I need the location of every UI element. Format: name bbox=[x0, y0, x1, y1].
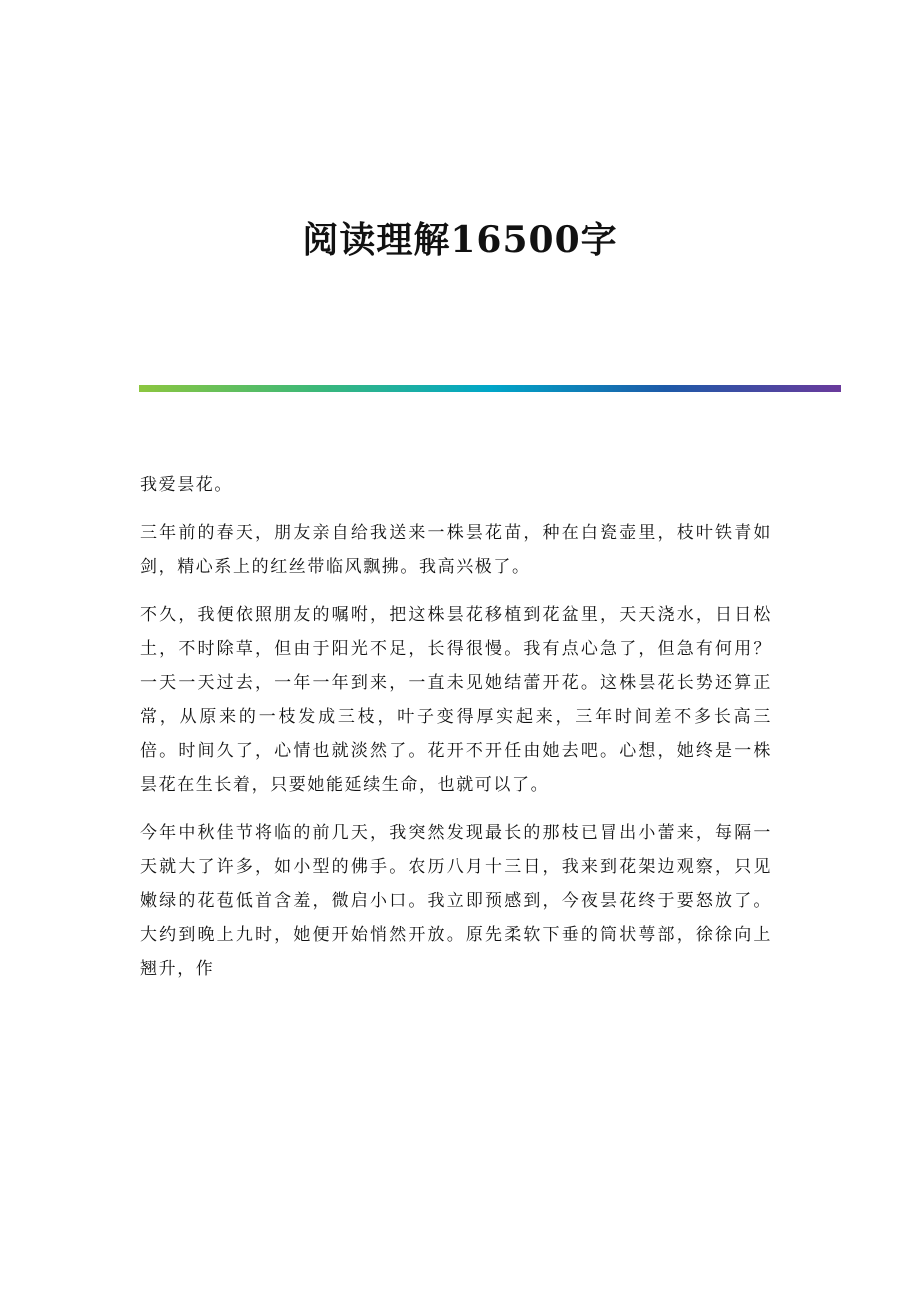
paragraph: 今年中秋佳节将临的前几天，我突然发现最长的那枝已冒出小蕾来，每隔一天就大了许多，如小型的佛手。农历八月十三日，我来到花架边观察，只见嫩绿的花苞低首含羞，微启小口。我立即预感到，今夜昙花终于要怒放了。大约到晚上九时，她便开始悄然开放。原先柔软下垂的筒状萼部，徐徐向上翘升，作 bbox=[140, 823, 772, 979]
paragraph: 三年前的春天，朋友亲自给我送来一株昙花苗，种在白瓷壶里，枝叶铁青如剑，精心系上的红丝带临风飘拂。我高兴极了。 bbox=[140, 523, 772, 577]
title-divider bbox=[139, 385, 841, 392]
article-body bbox=[140, 468, 772, 1000]
document-title: 阅读理解16500字 bbox=[302, 219, 618, 261]
paragraph: 我爱昙花。 bbox=[140, 475, 233, 495]
paragraph: 不久，我便依照朋友的嘱咐，把这株昙花移植到花盆里，天天浇水，日日松土，不时除草，但由于阳光不足，长得很慢。我有点心急了，但急有何用？一天一天过去，一年一年到来，一直未见她结蕾开花。这株昙花长势还算正常，从原来的一枝发成三枝，叶子变得厚实起来，三年时间差不多长高三倍。时间久了，心情也就淡然了。花开不开任由她去吧。心想，她终是一株昙花在生长着，只要她能延续生命，也就可以了。 bbox=[140, 605, 772, 795]
